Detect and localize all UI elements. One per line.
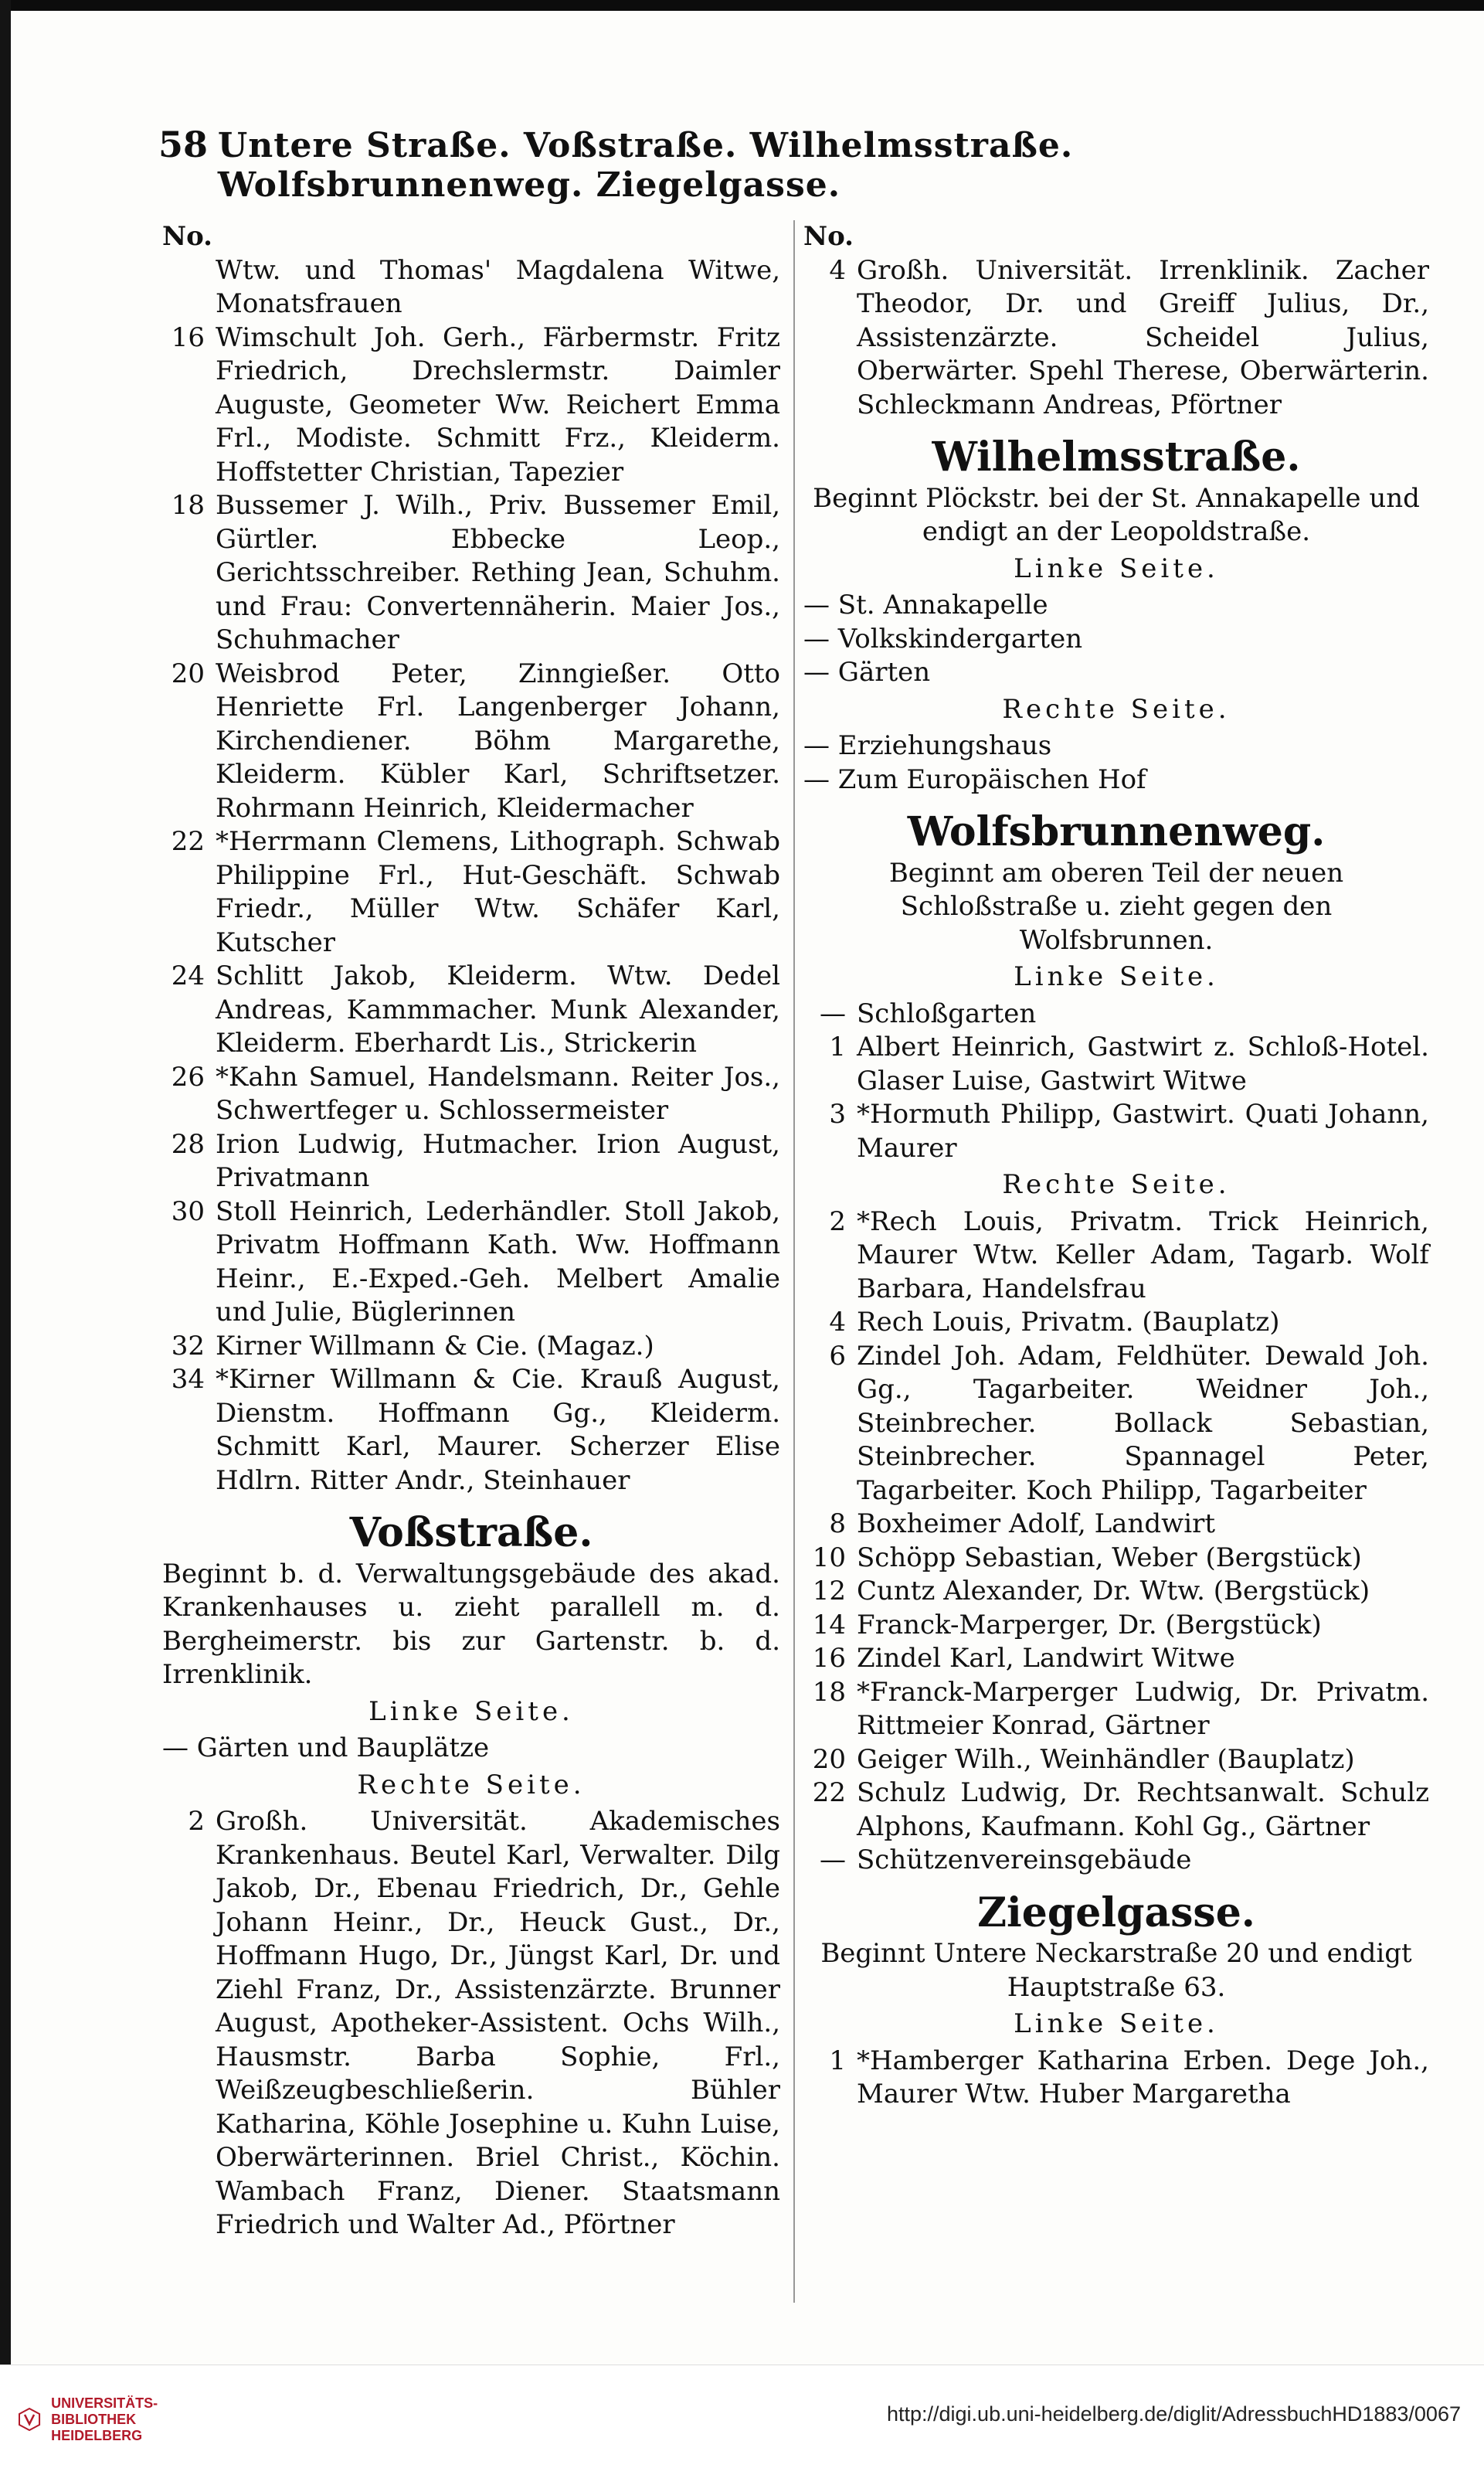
house-number: 1 [829, 2045, 846, 2076]
address-entry [162, 1128, 780, 1195]
entry-text: Großh. Universität. Irrenklinik. Zacher Theodor, Dr. und Greiff Julius, Dr., Assistenzärzte. Scheidel Julius, Oberwärter. Spehl Therese, Oberwärterin. Schleckmann Andreas, Pförtner [857, 254, 1429, 420]
house-number [162, 254, 216, 321]
address-entry [162, 658, 780, 826]
entry-text: Kirner Willmann & Cie. (Magaz.) [216, 1330, 654, 1362]
address-entry [803, 2045, 1429, 2112]
number-label: No. [803, 221, 854, 252]
house-number: 6 [829, 1340, 846, 1372]
house-number: 16 [171, 321, 205, 353]
address-entry [803, 1340, 1429, 1508]
side-label-right: Rechte Seite. [357, 1769, 586, 1800]
library-seal-icon [17, 2395, 42, 2444]
address-entry [803, 1508, 1429, 1542]
side-item: — Zum Europäischen Hof [803, 763, 1146, 795]
house-number: — [820, 1844, 846, 1875]
entry-text: Albert Heinrich, Gastwirt z. Schloß-Hotel. Glaser Luise, Gastwirt Witwe [857, 1032, 1429, 1096]
address-entry [803, 1205, 1429, 1307]
side-label-left: Linke Seite. [1014, 2008, 1219, 2039]
address-entry [162, 321, 780, 490]
entry-text: *Kahn Samuel, Handelsmann. Reiter Jos., Schwertfeger u. Schlossermeister [216, 1061, 780, 1126]
right-column [803, 220, 1429, 2112]
house-number: 16 [812, 1643, 846, 1674]
side-label-left: Linke Seite. [1014, 552, 1219, 584]
house-number: 12 [812, 1576, 846, 1606]
house-number: 26 [171, 1061, 205, 1093]
address-entry [162, 1363, 780, 1498]
left-column [162, 220, 780, 2242]
address-entry [803, 1743, 1429, 1777]
entry-text: Schützenvereinsgebäude [857, 1844, 1192, 1875]
entry-text: Weisbrod Peter, Zinngießer. Otto Henriette Frl. Langenberger Johann, Kirchendiener. Böhm Margarethe, Kleiderm. Kübler Karl, Schriftsetzer. Rohrmann Heinrich, Kleidermacher [216, 658, 780, 824]
entry-text: *Kirner Willmann & Cie. Krauß August, Dienstm. Hoffmann Gg., Kleiderm. Schmitt Karl, Maurer. Scherzer Elise Hdlrn. Ritter Andr., Steinhauer [216, 1364, 780, 1496]
house-number: 22 [812, 1777, 846, 1808]
side-label-left: Linke Seite. [1014, 961, 1219, 992]
side-label-right: Rechte Seite. [1002, 1169, 1231, 1200]
entry-text: *Hamberger Katharina Erben. Dege Joh., Maurer Wtw. Huber Margaretha [857, 2045, 1429, 2110]
entry-text: Boxheimer Adolf, Landwirt [857, 1508, 1215, 1539]
side-label-right: Rechte Seite. [1002, 693, 1231, 725]
house-number: 8 [829, 1508, 846, 1539]
address-entry [803, 1542, 1429, 1576]
house-number: 18 [812, 1676, 846, 1708]
address-entry [803, 1642, 1429, 1676]
address-entry [803, 1575, 1429, 1609]
address-entry [803, 254, 1429, 423]
library-logo-text: UNIVERSITÄTS-BIBLIOTHEK HEIDELBERG [51, 2395, 158, 2443]
house-number: 32 [171, 1330, 205, 1362]
house-number: 18 [171, 490, 205, 521]
house-number: 22 [171, 826, 205, 857]
entry-text: Schloßgarten [857, 998, 1037, 1029]
address-entry [803, 1031, 1429, 1098]
house-number: 20 [812, 1743, 846, 1775]
street-heading-wolfsbrunnen: Wolfsbrunnenweg. [907, 808, 1326, 855]
street-heading-ziegel: Ziegelgasse. [977, 1889, 1255, 1936]
library-logo[interactable] [17, 2381, 195, 2458]
entry-text: Schlitt Jakob, Kleiderm. Wtw. Dedel Andreas, Kammmacher. Munk Alexander, Kleiderm. Eberhardt Lis., Strickerin [216, 960, 780, 1059]
address-entry [803, 1776, 1429, 1844]
address-entry [162, 1061, 780, 1128]
house-number: 3 [829, 1099, 846, 1130]
address-entry [162, 1330, 780, 1364]
entry-text: *Rech Louis, Privatm. Trick Heinrich, Maurer Wtw. Keller Adam, Tagarb. Wolf Barbara, Handelsfrau [857, 1205, 1429, 1304]
entry-text: Rech Louis, Privatm. (Bauplatz) [857, 1307, 1280, 1338]
house-number: 2 [188, 1806, 205, 1837]
house-number: 24 [171, 960, 205, 991]
address-entry [803, 998, 1429, 1032]
address-entry [803, 1676, 1429, 1743]
address-entry [162, 825, 780, 960]
entry-text: *Herrmann Clemens, Lithograph. Schwab Philippine Frl., Hut-Geschäft. Schwab Friedr., Müller Wtw. Schäfer Karl, Kutscher [216, 826, 780, 958]
house-number: 2 [829, 1205, 846, 1237]
street-intro: Beginnt Plöckstr. bei der St. Annakapelle und endigt an der Leopoldstraße. [813, 482, 1420, 547]
side-item: — Gärten und Bauplätze [162, 1732, 490, 1763]
entry-text: Schöpp Sebastian, Weber (Bergstück) [857, 1542, 1362, 1573]
entry-text: *Hormuth Philipp, Gastwirt. Quati Johann, Maurer [857, 1099, 1429, 1164]
entry-text: Großh. Universität. Akademisches Krankenhaus. Beutel Karl, Verwalter. Dilg Jakob, Dr., Ebenau Friedrich, Dr., Gehle Johann Heinr., Dr., Heuck Gust., Dr., Hoffmann Hugo, Dr., Jüngst Karl, Dr. und Ziehl Franz, Dr., Assistenzärzte. Brunner August, Apotheker-Assistent. Ochs Wilh., Hausmstr. Barba Sophie, Frl., Weißzeugbeschließerin. Bühler Katharina, Köhle Josephine u. Kuhn Luise, Oberwärterinnen. Briel Christ., Köchin. Wambach Franz, Diener. Staatsmann Friedrich und Walter Ad., Pförtner [216, 1806, 780, 2240]
entry-text: Zindel Joh. Adam, Feldhüter. Dewald Joh. Gg., Tagarbeiter. Weidner Joh., Steinbrecher. Bollack Sebastian, Steinbrecher. Spannagel Peter, Tagarbeiter. Koch Philipp, Tagarbeiter [857, 1340, 1429, 1506]
running-head: Untere Straße. Voßstraße. Wilhelmsstraße. Wolfsbrunnenweg. Ziegelgasse. [217, 126, 1074, 205]
entry-text: Wtw. und Thomas' Magdalena Witwe, Monatsfrauen [216, 254, 780, 319]
entry-text: Bussemer J. Wilh., Priv. Bussemer Emil, Gürtler. Ebbecke Leop., Gerichtsschreiber. Rething Jean, Schuhm. und Frau: Convertennäherin. Maier Jos., Schuhmacher [216, 490, 780, 655]
address-entry [803, 1306, 1429, 1340]
column-divider [793, 220, 795, 2303]
entry-text: Cuntz Alexander, Dr. Wtw. (Bergstück) [857, 1576, 1370, 1606]
side-item: — St. Annakapelle [803, 590, 1048, 620]
entry-text: Irion Ludwig, Hutmacher. Irion August, Privatmann [216, 1128, 780, 1193]
street-intro: Beginnt am oberen Teil der neuen Schloßstraße u. zieht gegen den Wolfsbrunnen. [888, 857, 1344, 956]
address-entry [162, 1805, 780, 2242]
house-number: 4 [829, 1307, 846, 1338]
entry-text: Stoll Heinrich, Lederhändler. Stoll Jakob, Privatm Hoffmann Kath. Ww. Hoffmann Heinr., E.-Exped.-Geh. Melbert Amalie und Julie, Büglerinnen [216, 1195, 780, 1328]
source-url-link[interactable]: http://digi.ub.uni-heidelberg.de/diglit/AdressbuchHD1883/0067 [886, 2402, 1461, 2426]
entry-text: Zindel Karl, Landwirt Witwe [857, 1643, 1235, 1674]
house-number: 30 [171, 1195, 205, 1227]
scan-top-border [0, 0, 1484, 11]
entry-text: Wimschult Joh. Gerh., Färbermstr. Fritz Friedrich, Drechslermstr. Daimler Auguste, Geometer Ww. Reichert Emma Frl., Modiste. Schmitt Frz., Kleiderm. Hoffstetter Christian, Tapezier [216, 321, 780, 488]
side-label-left: Linke Seite. [368, 1695, 574, 1727]
house-number: 1 [829, 1032, 846, 1062]
address-entry [162, 489, 780, 658]
entry-text: Schulz Ludwig, Dr. Rechtsanwalt. Schulz Alphons, Kaufmann. Kohl Gg., Gärtner [857, 1777, 1429, 1842]
page-header [158, 124, 1363, 205]
street-heading-wilhelm: Wilhelmsstraße. [932, 433, 1301, 481]
address-entry [803, 1609, 1429, 1643]
street-intro: Beginnt Untere Neckarstraße 20 und endigt Hauptstraße 63. [820, 1938, 1412, 2003]
viewer-footer [0, 2365, 1484, 2475]
scan-left-edge [0, 0, 11, 2365]
house-number: 28 [171, 1128, 205, 1160]
side-item: — Volkskindergarten [803, 623, 1083, 654]
address-entry [803, 1844, 1429, 1878]
entry-text: *Franck-Marperger Ludwig, Dr. Privatm. Rittmeier Konrad, Gärtner [857, 1676, 1429, 1741]
side-item: — Gärten [803, 657, 931, 688]
address-entry [803, 1098, 1429, 1165]
house-number: 10 [812, 1542, 846, 1573]
address-entry [162, 960, 780, 1061]
address-entry [162, 254, 780, 321]
house-number: 34 [171, 1364, 205, 1395]
street-heading-voss: Voßstraße. [349, 1509, 593, 1556]
number-label: No. [162, 221, 212, 252]
page-number: 58 [158, 124, 209, 165]
side-item: — Erziehungshaus [803, 730, 1052, 761]
street-intro: Beginnt b. d. Verwaltungsgebäude des akad. Krankenhauses u. zieht parallell m. d. Bergheimerstr. bis zur Gartenstr. b. d. Irrenklinik. [162, 1558, 780, 1690]
house-number: 4 [829, 254, 846, 286]
house-number: 20 [171, 658, 205, 689]
house-number: 14 [812, 1609, 846, 1640]
entry-text: Geiger Wilh., Weinhändler (Bauplatz) [857, 1743, 1355, 1775]
house-number: — [820, 998, 846, 1029]
address-entry [162, 1195, 780, 1330]
entry-text: Franck-Marperger, Dr. (Bergstück) [857, 1609, 1322, 1640]
